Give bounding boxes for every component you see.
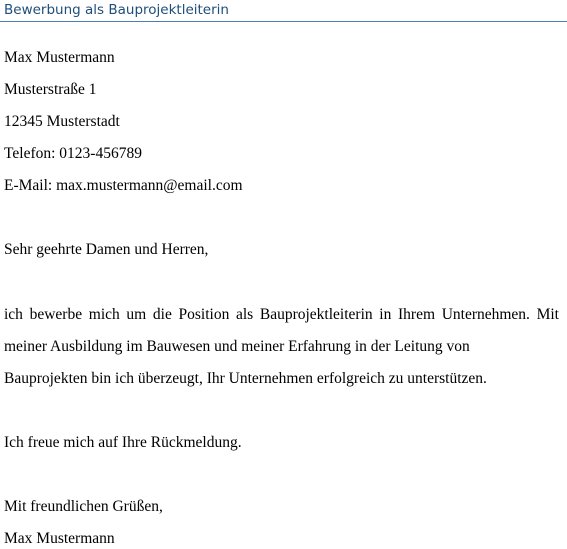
sender-email: E-Mail: max.mustermann@email.com (4, 177, 243, 194)
heading-divider (0, 21, 567, 22)
closing-phrase: Mit freundlichen Grüßen, (4, 498, 163, 515)
document-heading: Bewerbung als Bauprojektleiterin (4, 2, 229, 18)
closing-paragraph: Ich freue mich auf Ihre Rückmeldung. (4, 434, 242, 451)
body-line-2: meiner Ausbildung im Bauwesen und meiner Erfahrung in der Leitung von (4, 338, 470, 355)
salutation: Sehr geehrte Damen und Herren, (4, 241, 209, 258)
sender-name: Max Mustermann (4, 49, 115, 66)
signature: Max Mustermann (4, 530, 115, 547)
body-line-1: ich bewerbe mich um die Position als Bauprojektleiterin in Ihrem Unternehmen. Mit (4, 306, 559, 323)
sender-city: 12345 Musterstadt (4, 113, 120, 130)
sender-street: Musterstraße 1 (4, 81, 97, 98)
body-line-3: Bauprojekten bin ich überzeugt, Ihr Unternehmen erfolgreich zu unterstützen. (4, 370, 487, 387)
sender-phone: Telefon: 0123-456789 (4, 145, 142, 162)
